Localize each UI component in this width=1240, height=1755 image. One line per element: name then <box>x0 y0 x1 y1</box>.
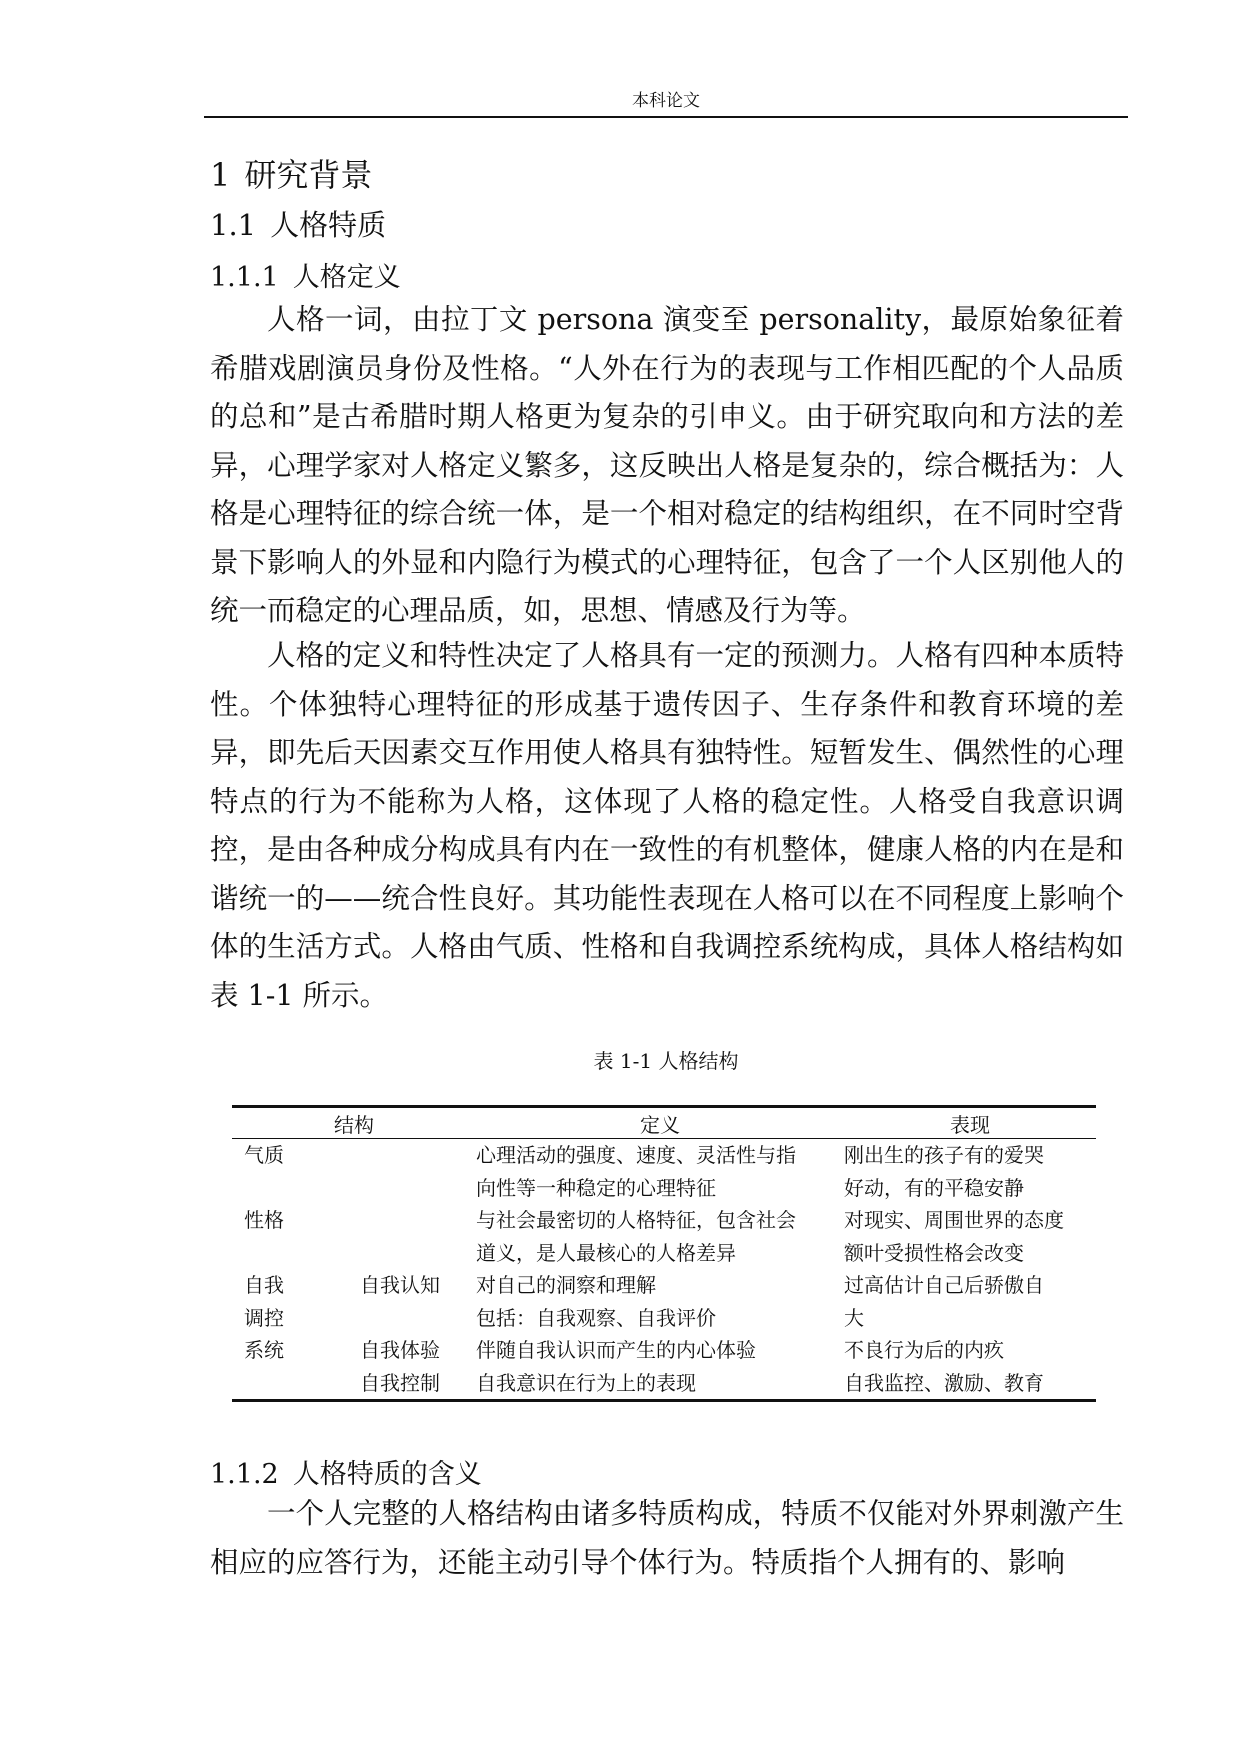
table-row <box>232 1269 1096 1334</box>
header-rule <box>204 116 1128 118</box>
cell-line: 与社会最密切的人格特征，包含社会 <box>476 1208 796 1232</box>
cell-line: 刚出生的孩子有的爱哭 <box>844 1143 1044 1167</box>
cell-structure <box>232 1334 360 1401</box>
section-number: 1 <box>210 156 231 194</box>
cell-substructure <box>360 1334 476 1401</box>
cell-line: 向性等一种稳定的心理特征 <box>476 1175 716 1200</box>
cell-line: 伴随自我认识而产生的内心体验 <box>476 1338 756 1362</box>
cell-definition <box>476 1269 844 1334</box>
cell-line: 对现实、周围世界的态度 <box>844 1208 1064 1232</box>
paragraph-personality-definition: 人格一词，由拉丁文 persona 演变至 personality，最原始象征着希腊戏剧演员身份及性格。“人外在行为的表现与工作相匹配的个人品质的总和”是古希腊时期人格更为复杂的引申义。由于研究取向和方法的差异，心理学家对人格定义繁多，这反映出人格是复杂的，综合概括为：人格是心理特征的综合统一体，是一个相对稳定的结构组织，在不同时空背景下影响人的外显和内隐行为模式的心理特征，包含了一个人区别他人的统一而稳定的心理品质，如，思想、情感及行为等。 <box>210 303 1124 627</box>
section-title: 人格特质的含义 <box>292 1459 482 1490</box>
cell-line: 不良行为后的内疚 <box>844 1338 1004 1362</box>
cell-definition <box>476 1139 844 1205</box>
cell-manifestation <box>844 1204 1096 1269</box>
table-header-row <box>232 1107 1096 1139</box>
cell-line: 过高估计自己后骄傲自 <box>844 1273 1044 1297</box>
cell-definition <box>476 1334 844 1401</box>
cell-text: 自我认知 <box>360 1273 440 1297</box>
cell-structure <box>232 1269 360 1334</box>
cell-text: 系统 <box>244 1338 284 1362</box>
section-number: 1.1.2 <box>210 1459 279 1490</box>
cell-line: 自我监控、激励、教育 <box>844 1370 1044 1395</box>
header-structure: 结构 <box>232 1107 476 1139</box>
cell-text: 性格 <box>244 1208 284 1232</box>
cell-line: 包括：自我观察、自我评价 <box>476 1305 716 1330</box>
cell-line: 自我体验 <box>360 1338 440 1362</box>
cell-manifestation <box>844 1269 1096 1334</box>
section-heading-1-1 <box>210 203 386 244</box>
section-heading-1-1-2 <box>210 1452 482 1491</box>
table-caption: 表 1-1 人格结构 <box>593 1049 739 1073</box>
header-definition: 定义 <box>476 1107 844 1139</box>
cell-substructure <box>360 1139 476 1205</box>
personality-structure-table <box>232 1105 1096 1402</box>
cell-line: 额叶受损性格会改变 <box>844 1240 1024 1265</box>
cell-line: 自我 <box>244 1273 284 1297</box>
cell-substructure <box>360 1204 476 1269</box>
section-title: 人格特质 <box>270 208 387 242</box>
cell-text: 气质 <box>244 1143 284 1167</box>
cell-structure <box>232 1139 360 1205</box>
cell-line: 心理活动的强度、速度、灵活性与指 <box>476 1143 796 1167</box>
section-title: 研究背景 <box>244 156 373 194</box>
cell-line: 道义，是人最核心的人格差异 <box>476 1240 736 1265</box>
paragraph-personality-traits: 人格的定义和特性决定了人格具有一定的预测力。人格有四种本质特性。个体独特心理特征的形成基于遗传因子、生存条件和教育环境的差异，即先后天因素交互作用使人格具有独特性。短暂发生、偶然性的心理特点的行为不能称为人格，这体现了人格的稳定性。人格受自我意识调控，是由各种成分构成具有内在一致性的有机整体，健康人格的内在是和谐统一的——统合性良好。其功能性表现在人格可以在不同程度上影响个体的生活方式。人格由气质、性格和自我调控系统构成，具体人格结构如表 1-1 所示。 <box>210 639 1124 1012</box>
section-number: 1.1.1 <box>210 262 279 293</box>
cell-line: 大 <box>844 1305 864 1330</box>
header-manifestation: 表现 <box>844 1107 1096 1139</box>
section-number: 1.1 <box>210 208 257 242</box>
paragraph-trait-meaning: 一个人完整的人格结构由诸多特质构成，特质不仅能对外界刺激产生相应的应答行为，还能主动引导个体行为。特质指个人拥有的、影响 <box>210 1497 1124 1579</box>
cell-line: 好动，有的平稳安静 <box>844 1175 1024 1200</box>
cell-structure <box>232 1204 360 1269</box>
section-heading-1-1-1 <box>210 255 401 294</box>
cell-manifestation <box>844 1334 1096 1401</box>
table-row <box>232 1204 1096 1269</box>
cell-substructure <box>360 1269 476 1334</box>
cell-line: 调控 <box>244 1305 284 1330</box>
section-heading-1 <box>210 150 372 196</box>
cell-manifestation <box>844 1139 1096 1205</box>
table-row <box>232 1139 1096 1205</box>
table-row <box>232 1334 1096 1401</box>
section-title: 人格定义 <box>292 262 401 293</box>
cell-line: 自我控制 <box>360 1370 440 1395</box>
cell-definition <box>476 1204 844 1269</box>
cell-line: 对自己的洞察和理解 <box>476 1273 656 1297</box>
running-header: 本科论文 <box>632 91 700 111</box>
cell-line: 自我意识在行为上的表现 <box>476 1370 696 1395</box>
